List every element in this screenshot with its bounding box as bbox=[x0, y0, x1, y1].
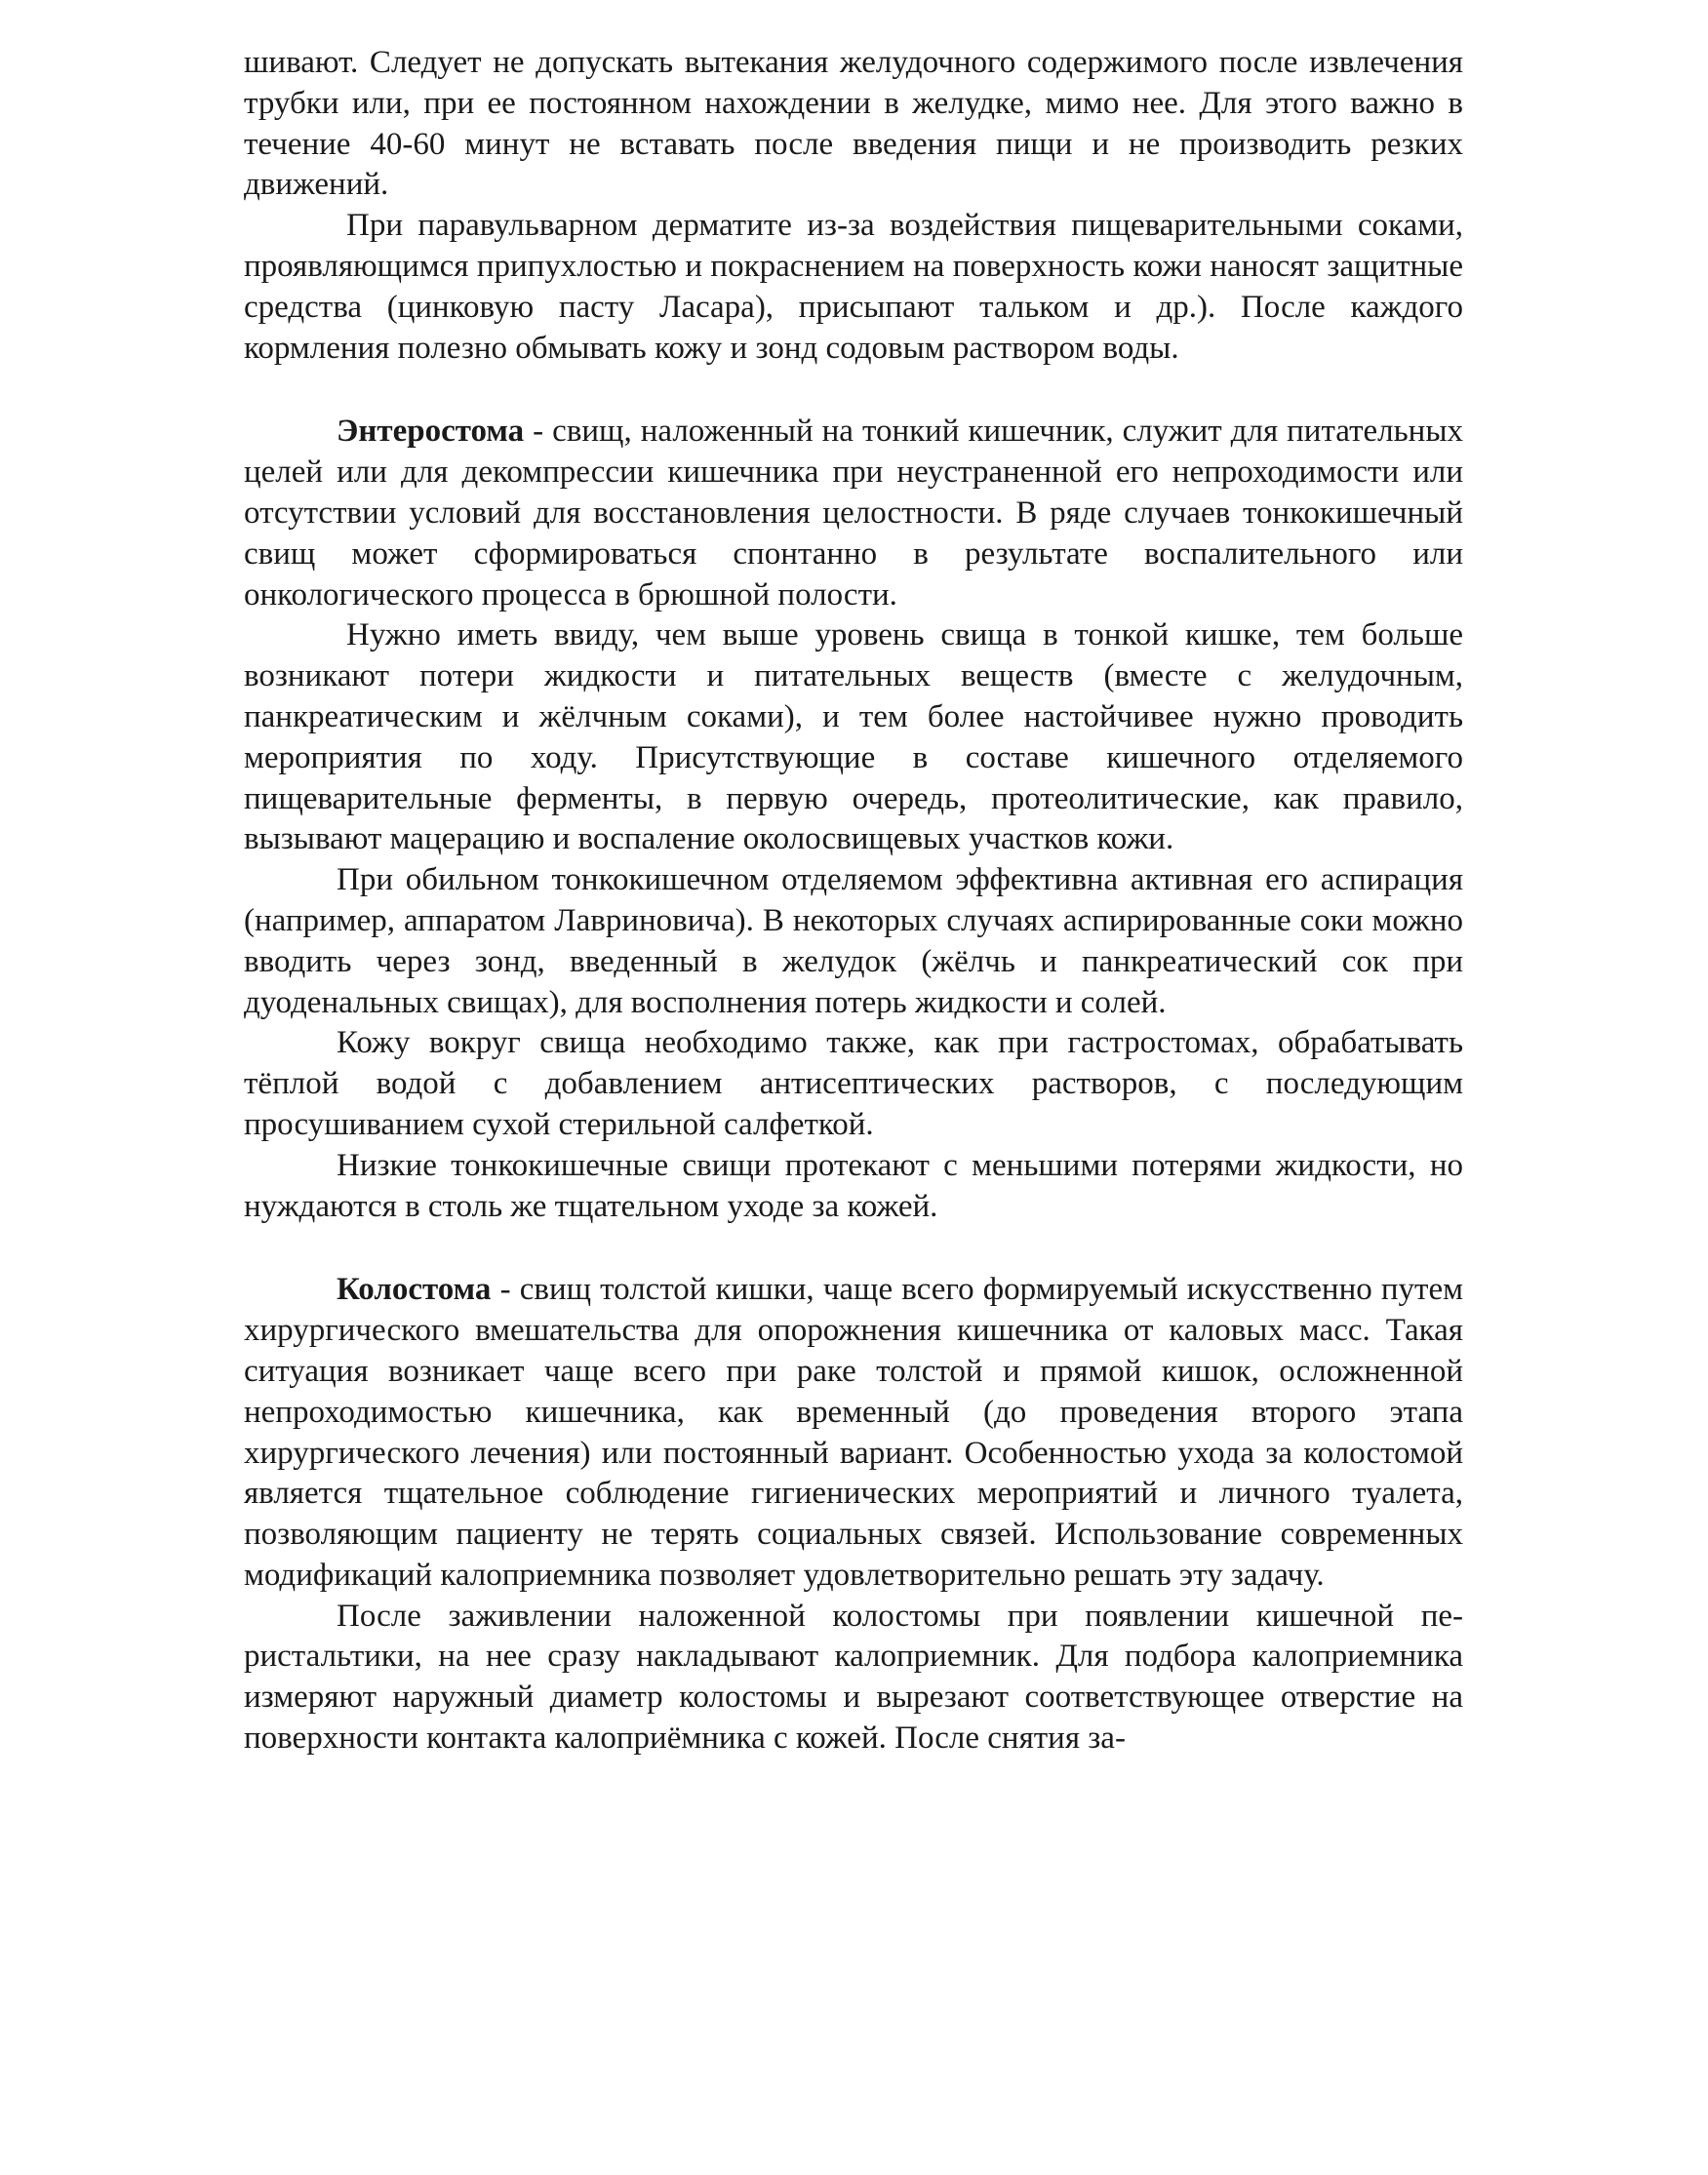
colostomy-definition: - свищ толстой кишки, чаще всего формируемый искусственно путем хирургического вмешательства для опорожнения кишечника от каловых масс. Такая ситуация возникает чаще всего при раке толстой и прямой кишок, осложненной непроходимостью кишечника, как временный (до проведения второго этапа хирургического лечения) или постоянный вариант. Особенностью ухода за колостомой является тщательное соблюдение гигиенических мероприятий и личного туалета, позволяющим пациенту не терять социальных связей. Использование современных модификаций калоприемника позволяет удовлетворительно решать эту задачу. bbox=[244, 1272, 1463, 1593]
paragraph-skin-care: Кожу вокруг свища необходимо также, как при гастростомах, обрабатывать тёплой водой с добавлением антисептических растворов, с последующим просушиванием сухой стерильной салфеткой. bbox=[244, 1025, 1463, 1142]
paragraph-colostomy bbox=[244, 1270, 1463, 1596]
paragraph-gastrostomy-care: шивают. Следует не допускать вытекания желудочного содержимого после извлечения трубки или, при ее постоянном нахождении в желудке, мимо нее. Для этого важно в течение 40-60 минут не вставать после введения пищи и не производить резких движений. bbox=[244, 45, 1463, 203]
paragraph-low-fistulas: Низкие тонкокишечные свищи протекают с меньшими потерями жидкости, но нуждаются в столь же тщательном уходе за кожей. bbox=[244, 1147, 1463, 1224]
term-colostomy: Колостома bbox=[337, 1272, 492, 1308]
paragraph-enterostomy bbox=[244, 412, 1463, 615]
term-enterostomy: Энтеростома bbox=[337, 414, 525, 450]
document-page bbox=[244, 43, 1463, 1760]
paragraph-colostomy-bag: После заживлении наложенной колостомы при появлении кишечной перистальтики, на нее сразу накладывают калоприемник. Для подбора калоприемника измеряют наружный диаметр колостомы и вырезают соответствующее отверстие на поверхности контакта калоприёмника с кожей. После снятия за- bbox=[244, 1598, 1463, 1757]
paragraph-paravulvar-dermatitis: При паравульварном дерматите из-за воздействия пищеварительными соками, проявляющимся припухлостью и покраснением на поверхность кожи наносят защитные средства (цинковую пасту Ласара), присыпают тальком и др.). После каждого кормления полезно обмывать кожу и зонд содовым раствором воды. bbox=[244, 208, 1463, 366]
enterostomy-definition: - свищ, наложенный на тонкий кишечник, служит для питательных целей или для декомпрессии кишечника при неустраненной его непроходимости или отсутствии условий для восстановления целостности. В ряде случаев тонкокишечный свищ может сформироваться спонтанно в результате воспалительного или онкологического процесса в брюшной полости. bbox=[244, 414, 1463, 613]
paragraph-fluid-losses: Нужно иметь ввиду, чем выше уровень свища в тонкой кишке, тем больше возникают потери жидкости и питательных веществ (вместе с желудочным, панкреатическим и жёлчным соками), и тем более настойчивее нужно проводить мероприятия по ходу. Присутствующие в составе кишечного отделяемого пищеварительные ферменты, в первую очередь, протеолитические, как правило, вызывают мацерацию и воспаление околосвищевых участков кожи. bbox=[244, 617, 1463, 857]
paragraph-aspiration: При обильном тонкокишечном отделяемом эффективна активная его аспирация (например, аппаратом Лавриновича). В некоторых случаях аспирированные соки можно вводить через зонд, введенный в желудок (жёлчь и панкреатический сок при дуоденальных свищах), для восполнения потерь жидкости и солей. bbox=[244, 862, 1463, 1020]
